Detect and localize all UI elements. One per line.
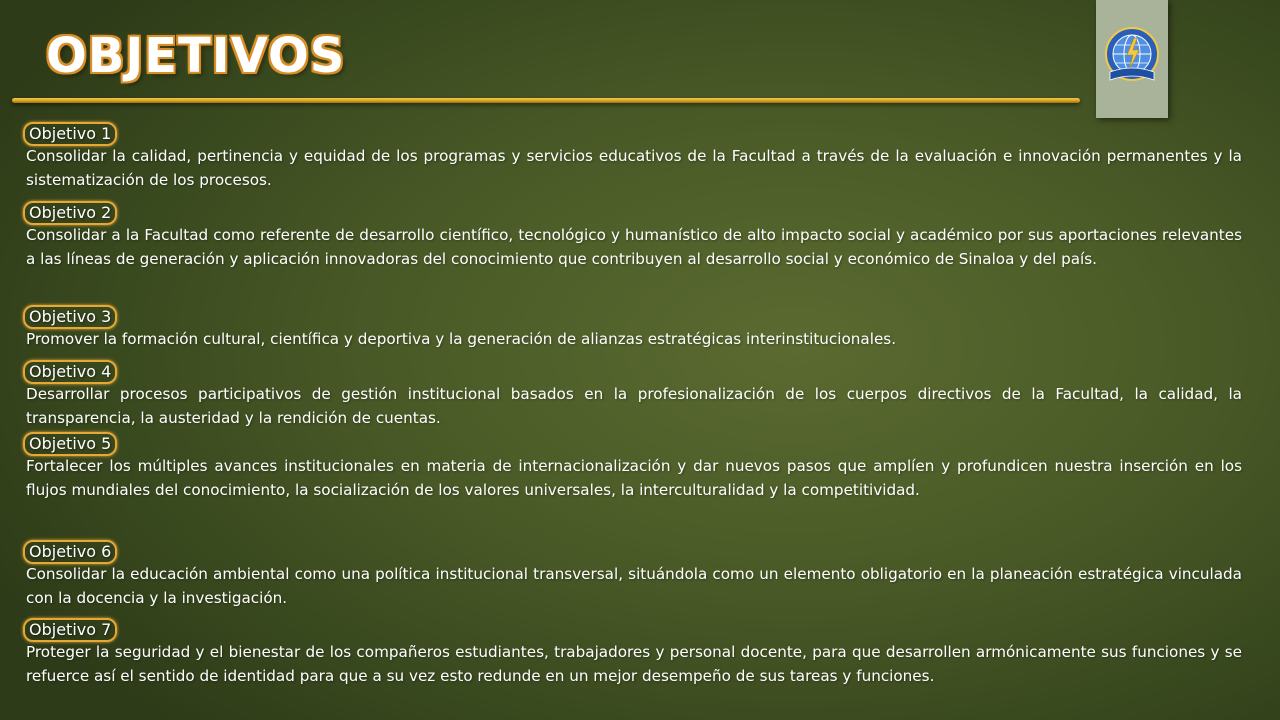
objective-item xyxy=(26,542,1242,610)
objective-text: Consolidar la educación ambiental como una política institucional transversal, situándola como un elemento obligatorio en la planeación estratégica vinculada con la docencia y la investigación. xyxy=(26,565,1242,607)
objective-text: Promover la formación cultural, científica y deportiva y la generación de alianzas estratégicas interinstitucionales. xyxy=(26,330,897,348)
objective-text: Consolidar la calidad, pertinencia y equidad de los programas y servicios educativos de la Facultad a través de la evaluación e innovación permanentes y la sistematización de los procesos. xyxy=(26,147,1242,189)
objective-text: Consolidar a la Facultad como referente de desarrollo científico, tecnológico y humanístico de alto impacto social y académico por sus aportaciones relevantes a las líneas de generación y aplicación innovadoras del conocimiento que contribuyen al desarrollo social y económico de Sinaloa y del país. xyxy=(26,226,1242,268)
logo-card xyxy=(1096,0,1168,118)
university-globe-logo-icon xyxy=(1100,24,1164,88)
objective-item xyxy=(26,307,1242,351)
objective-text: Fortalecer los múltiples avances institucionales en materia de internacionalización y dar nuevos pasos que amplíen y profundicen nuestra inserción en los flujos mundiales del conocimiento, la socialización de los valores universales, la interculturalidad y la competitividad. xyxy=(26,457,1242,499)
objective-item xyxy=(26,434,1242,502)
objective-label: Objetivo 5 xyxy=(26,434,111,454)
objective-label: Objetivo 7 xyxy=(26,620,111,640)
objective-text: Proteger la seguridad y el bienestar de los compañeros estudiantes, trabajadores y personal docente, para que desarrollen armónicamente sus funciones y se refuerce así el sentido de identidad para que a su vez esto redunde en un mejor desempeño de sus tareas y funciones. xyxy=(26,643,1242,685)
objective-label: Objetivo 6 xyxy=(26,542,111,562)
title-divider xyxy=(12,98,1080,103)
objective-label: Objetivo 1 xyxy=(26,124,111,144)
objective-item xyxy=(26,362,1242,430)
objective-label: Objetivo 2 xyxy=(26,203,111,223)
objective-label: Objetivo 3 xyxy=(26,307,111,327)
objective-item xyxy=(26,620,1242,688)
objective-item xyxy=(26,124,1242,192)
objective-text: Desarrollar procesos participativos de gestión institucional basados en la profesionalización de los cuerpos directivos de la Facultad, la calidad, la transparencia, la austeridad y la rendición de cuentas. xyxy=(26,385,1242,427)
slide-title: OBJETIVOS xyxy=(46,28,346,84)
objective-label: Objetivo 4 xyxy=(26,362,111,382)
objective-item xyxy=(26,203,1242,271)
